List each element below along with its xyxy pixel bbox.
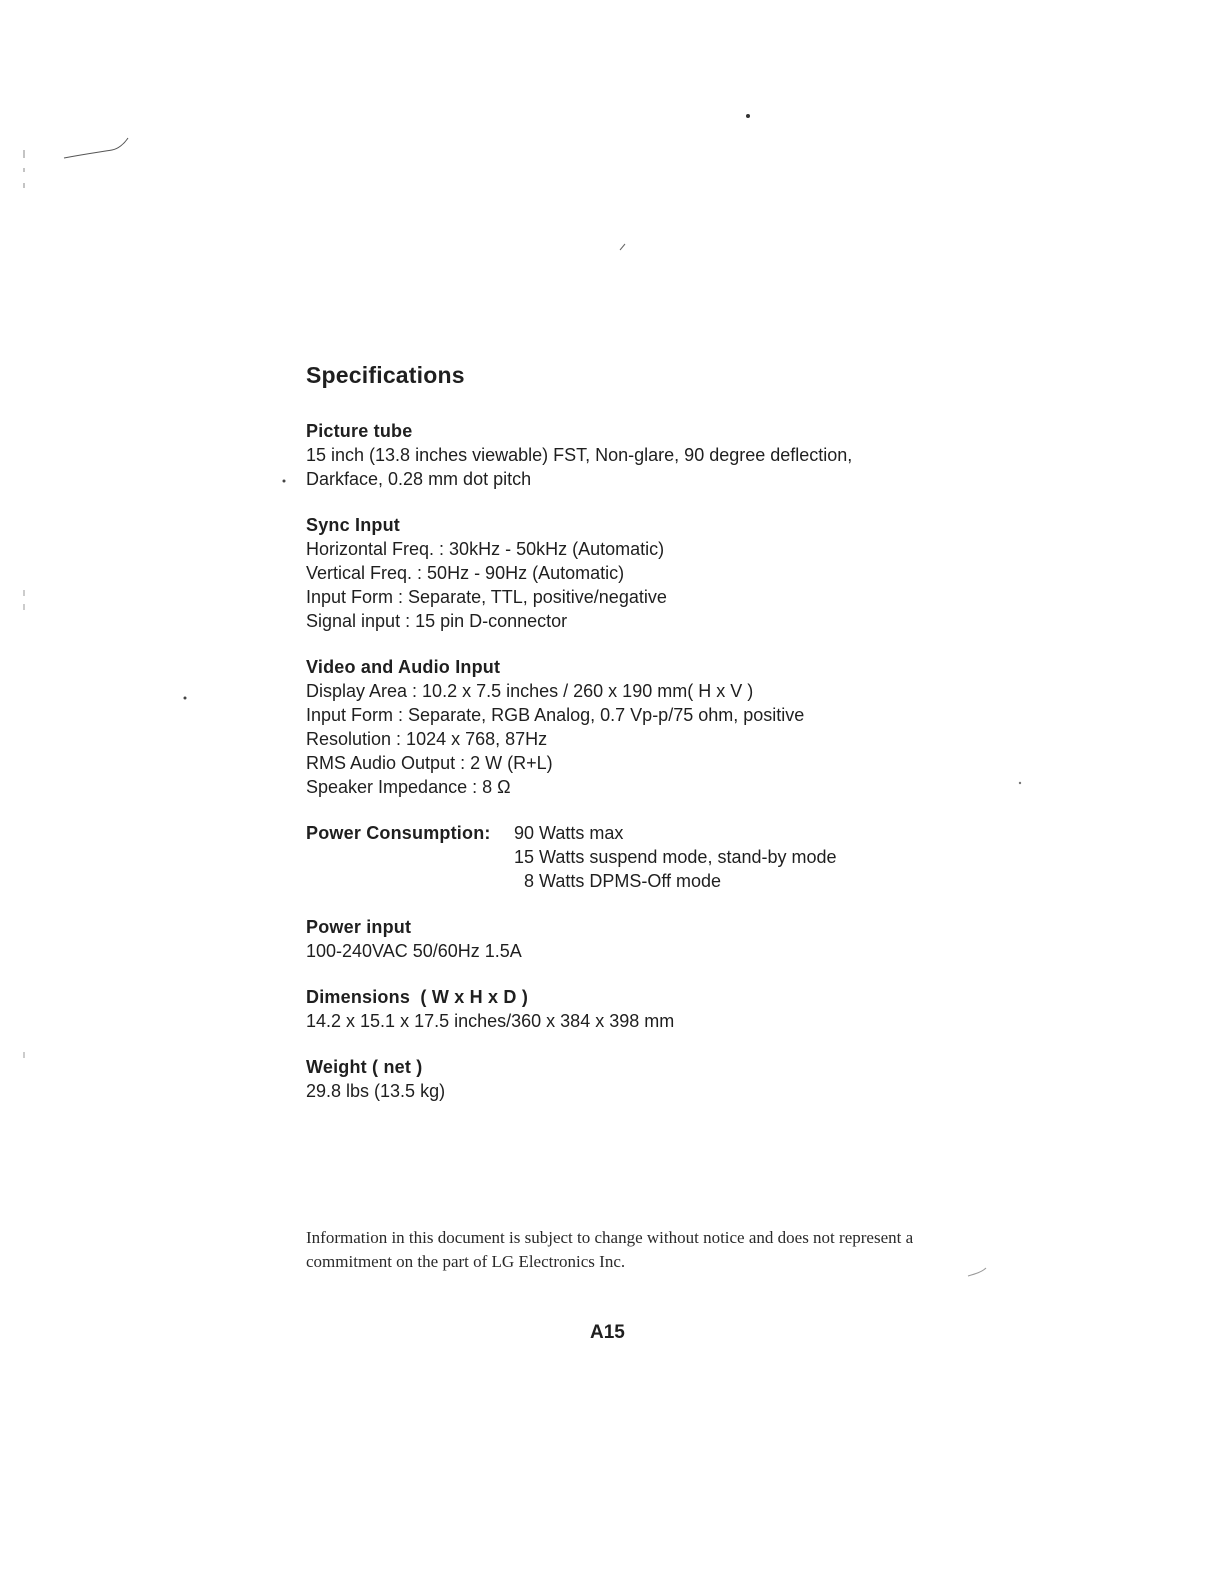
power-consumption-values <box>514 821 837 893</box>
section-picture-tube <box>306 419 946 491</box>
section-dimensions <box>306 985 946 1033</box>
spec-line: 100-240VAC 50/60Hz 1.5A <box>306 941 522 961</box>
spec-line: Resolution : 1024 x 768, 87Hz <box>306 729 548 749</box>
specifications-content <box>306 362 946 1125</box>
section-heading: Power Consumption: <box>306 823 491 843</box>
spec-line: 90 Watts max <box>514 823 624 843</box>
page-title: Specifications <box>306 362 465 388</box>
section-heading: Video and Audio Input <box>306 657 501 677</box>
spec-line: Input Form : Separate, RGB Analog, 0.7 Vp-p/75 ohm, positive <box>306 705 805 725</box>
spec-line: 8 Watts DPMS-Off mode <box>524 871 722 891</box>
spec-line: 15 inch (13.8 inches viewable) FST, Non-glare, 90 degree deflection, <box>306 445 853 465</box>
section-heading: Sync Input <box>306 515 401 535</box>
section-sync-input <box>306 513 946 633</box>
spec-line: Speaker Impedance : 8 Ω <box>306 777 511 797</box>
spec-line: Vertical Freq. : 50Hz - 90Hz (Automatic) <box>306 563 625 583</box>
page-number: A15 <box>590 1322 625 1343</box>
spec-line: 29.8 lbs (13.5 kg) <box>306 1081 446 1101</box>
section-video-audio-input <box>306 655 946 799</box>
section-power-input <box>306 915 946 963</box>
disclaimer-note: Information in this document is subject to change without notice and does not represent a commitment on the part of LG Electronics Inc. <box>306 1228 914 1271</box>
section-heading: Picture tube <box>306 421 413 441</box>
section-heading: Weight ( net ) <box>306 1057 423 1077</box>
section-power-consumption <box>306 821 946 893</box>
section-heading: Dimensions ( W x H x D ) <box>306 987 529 1007</box>
spec-line: 15 Watts suspend mode, stand-by mode <box>514 847 837 867</box>
section-weight <box>306 1055 946 1103</box>
section-heading: Power input <box>306 917 412 937</box>
spec-line: Signal input : 15 pin D-connector <box>306 611 568 631</box>
spec-line: Input Form : Separate, TTL, positive/negative <box>306 587 667 607</box>
spec-line: RMS Audio Output : 2 W (R+L) <box>306 753 553 773</box>
spec-line: Horizontal Freq. : 30kHz - 50kHz (Automatic) <box>306 539 665 559</box>
spec-line: Darkface, 0.28 mm dot pitch <box>306 469 532 489</box>
spec-line: 14.2 x 15.1 x 17.5 inches/360 x 384 x 398 mm <box>306 1011 675 1031</box>
spec-line: Display Area : 10.2 x 7.5 inches / 260 x 190 mm( H x V ) <box>306 681 754 701</box>
